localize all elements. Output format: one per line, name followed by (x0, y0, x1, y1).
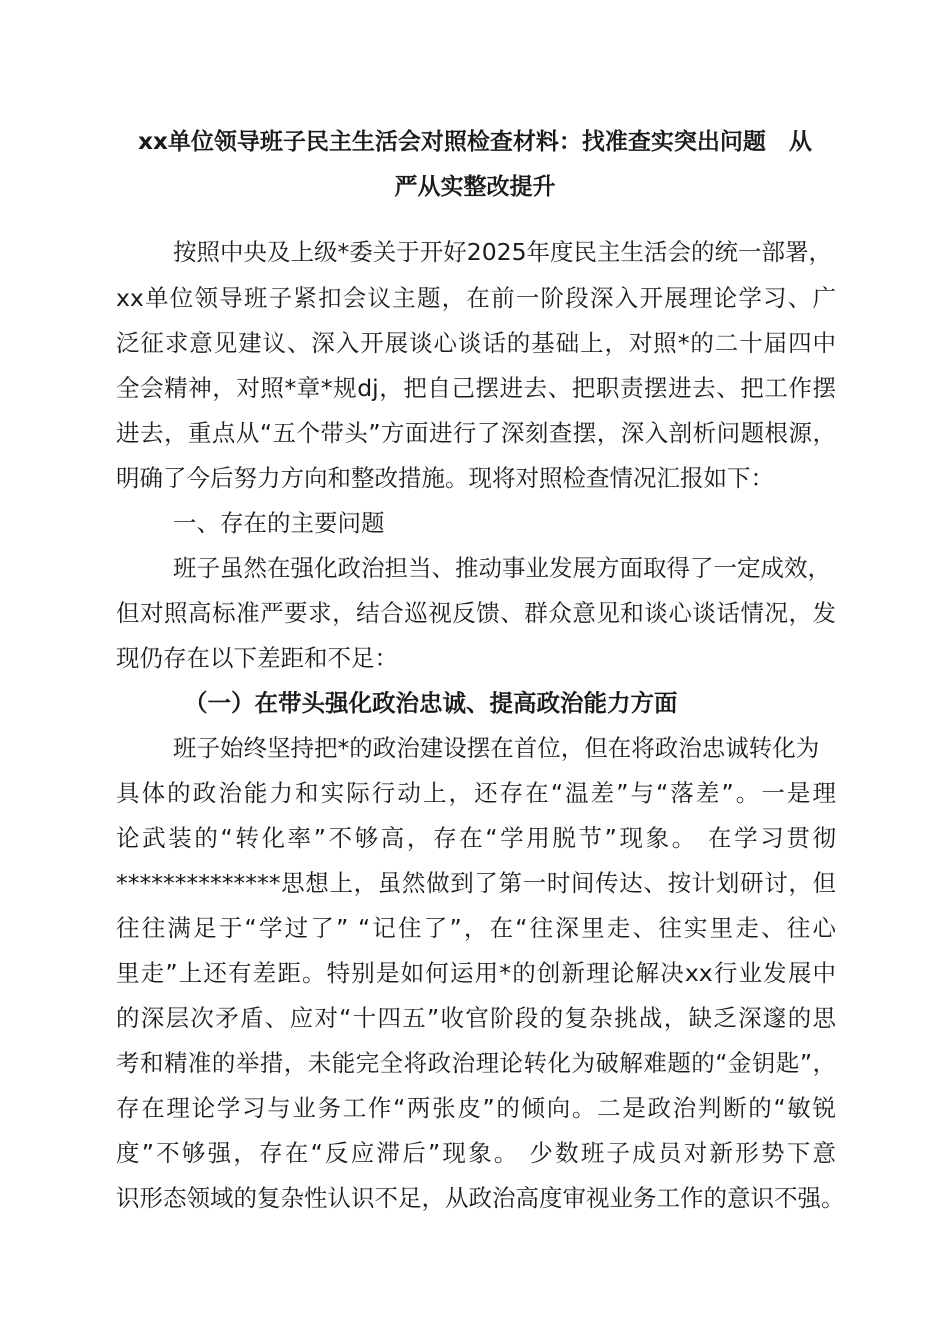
paragraph-line: 全会精神，对照*章*规dj，把自己摆进去、把职责摆进去、把工作摆 (116, 374, 836, 402)
subsection-heading: （一）在带头强化政治忠诚、提高政治能力方面 (184, 689, 678, 717)
paragraph-line: 论武装的“转化率”不够高，存在“学用脱节”现象。 在学习贯彻 (116, 824, 836, 852)
paragraph-line: 进去，重点从“五个带头”方面进行了深刻查摆，深入剖析问题根源， (116, 419, 836, 447)
paragraph-line: 班子虽然在强化政治担当、推动事业发展方面取得了一定成效， (173, 554, 831, 582)
paragraph-line: 的深层次矛盾、应对“十四五”收官阶段的复杂挑战，缺乏深邃的思 (116, 1004, 836, 1032)
paragraph-line: 班子始终坚持把*的政治建设摆在首位，但在将政治忠诚转化为 (173, 734, 820, 762)
paragraph-line: 度”不够强，存在“反应滞后”现象。 少数班子成员对新形势下意 (116, 1139, 836, 1167)
paragraph-line: xx单位领导班子紧扣会议主题，在前一阶段深入开展理论学习、广 (116, 284, 836, 312)
paragraph-line: 往往满足于“学过了” “记住了”，在“往深里走、往实里走、往心 (116, 914, 836, 942)
paragraph-line: 具体的政治能力和实际行动上，还存在“温差”与“落差”。一是理 (116, 779, 836, 807)
paragraph-line: 考和精准的举措，未能完全将政治理论转化为破解难题的“金钥匙”， (116, 1049, 836, 1077)
paragraph-line: 里走”上还有差距。特别是如何运用*的创新理论解决xx行业发展中 (116, 959, 836, 987)
section-heading: 一、存在的主要问题 (173, 509, 385, 537)
paragraph-line: 泛征求意见建议、深入开展谈心谈话的基础上，对照*的二十届四中 (116, 329, 836, 357)
document-title-line-1: xx单位领导班子民主生活会对照检查材料：找准查实突出问题 从 (138, 129, 812, 155)
paragraph-line: **************思想上，虽然做到了第一时间传达、按计划研讨，但 (116, 869, 836, 897)
document-title-line-2: 严从实整改提升 (394, 174, 556, 200)
paragraph-line: 按照中央及上级*委关于开好2025年度民主生活会的统一部署， (173, 238, 833, 266)
paragraph-line: 识形态领域的复杂性认识不足，从政治高度审视业务工作的意识不强。 (116, 1184, 845, 1212)
paragraph-line: 但对照高标准严要求，结合巡视反馈、群众意见和谈心谈话情况，发 (116, 599, 836, 627)
paragraph-line: 现仍存在以下差距和不足： (116, 644, 398, 672)
paragraph-line: 存在理论学习与业务工作“两张皮”的倾向。二是政治判断的“敏锐 (116, 1094, 836, 1122)
paragraph-line: 明确了今后努力方向和整改措施。现将对照检查情况汇报如下： (116, 464, 774, 492)
